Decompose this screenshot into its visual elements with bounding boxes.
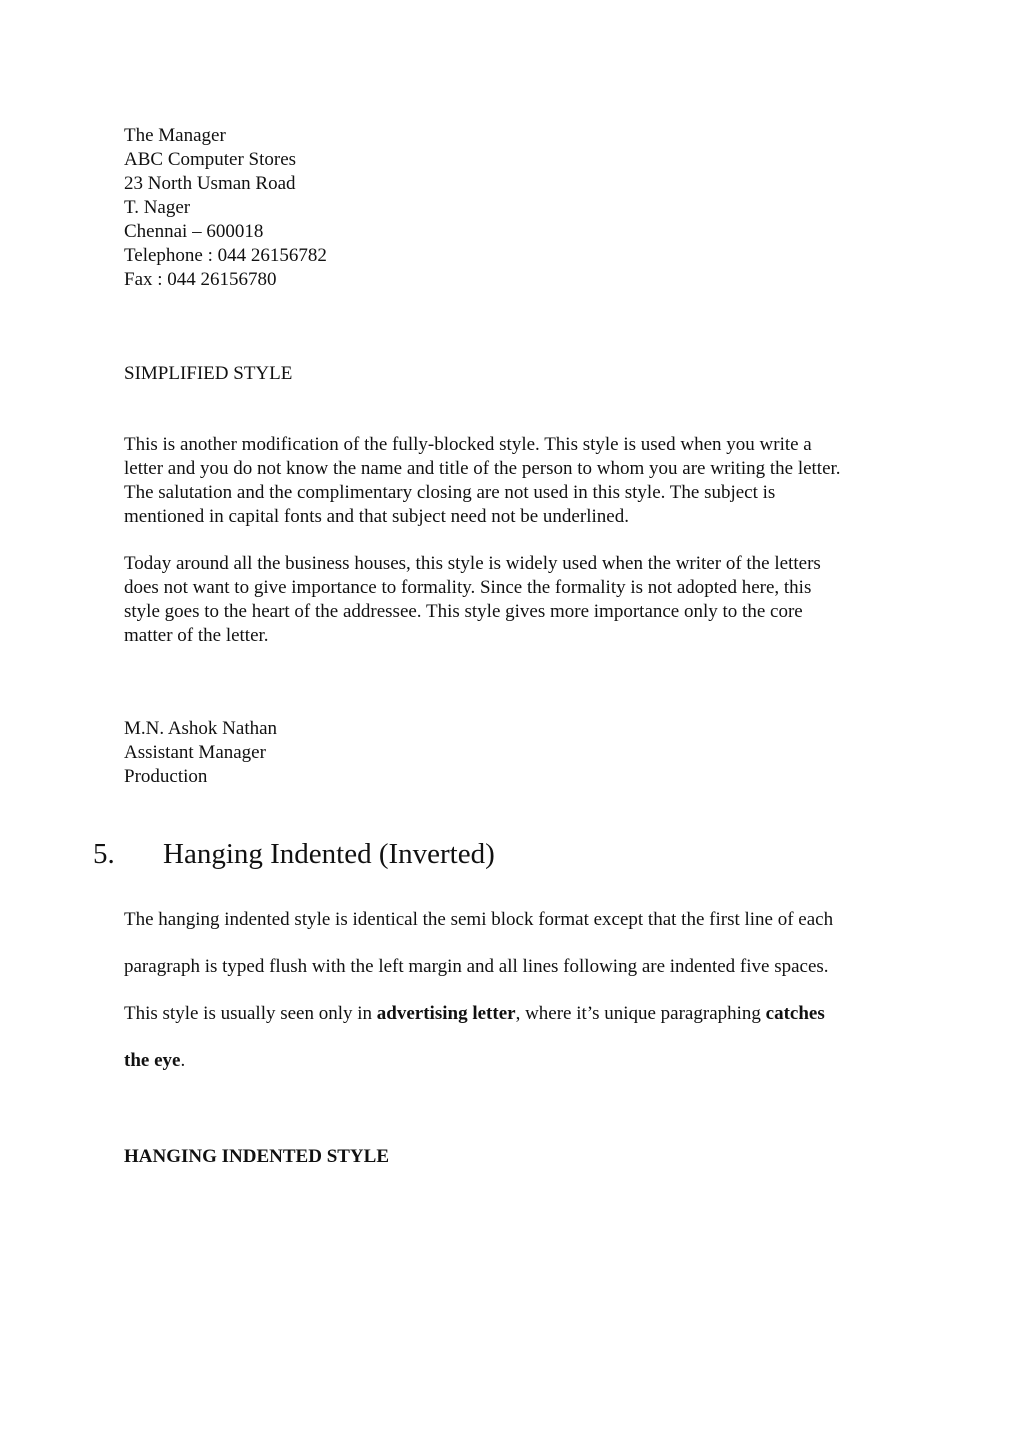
paragraph-line: matter of the letter.: [124, 625, 269, 646]
paragraph-line: does not want to give importance to formality. Since the formality is not adopted here, this: [124, 577, 812, 598]
subject-heading: [124, 362, 292, 386]
address-line: Fax : 044 26156780: [124, 269, 277, 290]
address-line: Chennai – 600018: [124, 221, 264, 242]
hanging-paragraph-line: The hanging indented style is identical the semi block format except that the first line of each: [124, 909, 834, 930]
paragraph-line: mentioned in capital fonts and that subject need not be underlined.: [124, 506, 629, 527]
address-line: The Manager: [124, 125, 226, 146]
body-paragraph: [124, 433, 841, 529]
signer-department: Production: [124, 766, 208, 787]
address-line: T. Nager: [124, 197, 191, 218]
address-line: Telephone : 044 26156782: [124, 245, 327, 266]
text-run: .: [180, 1050, 186, 1071]
bold-term-the-eye: the eye: [124, 1050, 181, 1071]
paragraph-line: The salutation and the complimentary closing are not used in this style. The subject is: [124, 482, 776, 503]
paragraph-line: style goes to the heart of the addressee. This style gives more importance only to the core: [124, 601, 803, 622]
bold-term-catches: catches: [765, 1003, 825, 1024]
hanging-paragraph-line: [124, 1002, 825, 1026]
paragraph-line: letter and you do not know the name and title of the person to whom you are writing the letter.: [124, 458, 841, 479]
address-line: ABC Computer Stores: [124, 149, 297, 170]
text-run: This style is usually seen only in: [124, 1003, 377, 1024]
section-number: 5.: [93, 838, 115, 870]
signer-title: Assistant Manager: [124, 742, 266, 763]
subject-text: SIMPLIFIED STYLE: [124, 363, 293, 384]
text-run: , where it’s unique paragraphing: [515, 1003, 766, 1024]
hanging-paragraph-line: paragraph is typed flush with the left margin and all lines following are indented five spaces.: [124, 956, 829, 977]
address-line: 23 North Usman Road: [124, 173, 296, 194]
paragraph-line: This is another modification of the fully-blocked style. This style is used when you write a: [124, 434, 812, 455]
bold-term-advertising-letter: advertising letter: [376, 1003, 516, 1024]
signer-name: M.N. Ashok Nathan: [124, 718, 278, 739]
hanging-paragraph-line: [124, 1049, 185, 1073]
section-title: Hanging Indented (Inverted): [163, 838, 495, 870]
section-heading: [93, 836, 495, 872]
paragraph-line: Today around all the business houses, this style is widely used when the writer of the letters: [124, 553, 821, 574]
body-paragraph: [124, 552, 821, 648]
recipient-address: [124, 124, 327, 292]
style-title: HANGING INDENTED STYLE: [124, 1146, 389, 1167]
signature-block: [124, 717, 277, 789]
